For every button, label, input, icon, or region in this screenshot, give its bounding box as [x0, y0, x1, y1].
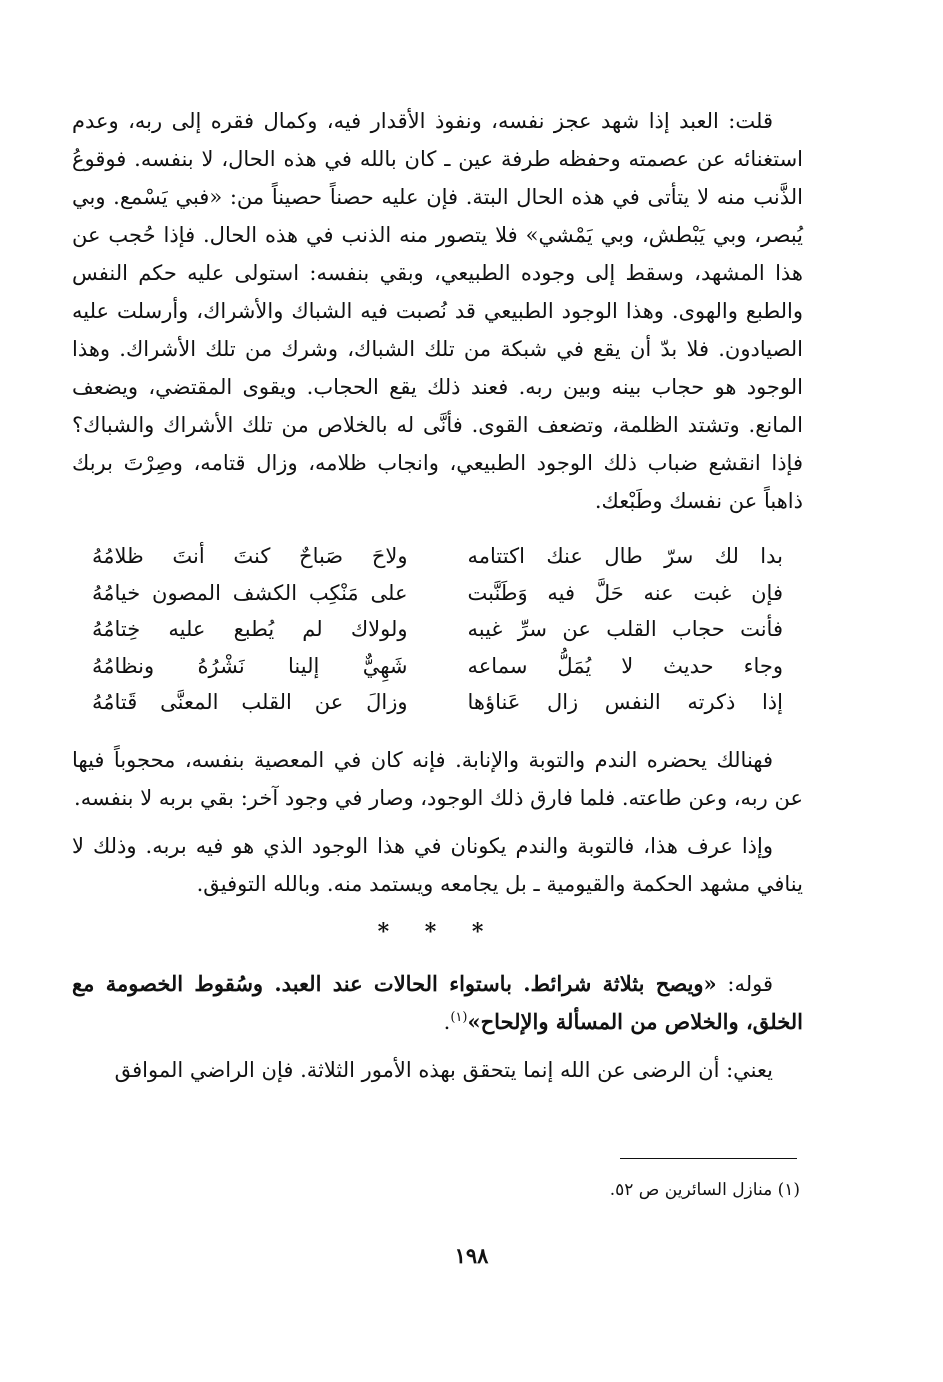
- paragraph-explanation: يعني: أن الرضى عن الله إنما يتحقق بهذه الأمور الثلاثة. فإن الراضي الموافق: [114, 1057, 773, 1082]
- footnote-divider: [620, 1158, 797, 1159]
- footnote: (١) منازل السائرين ص ٥٢.: [609, 1180, 800, 1200]
- section-separator: * * *: [377, 918, 498, 945]
- quote-end: .: [443, 1009, 451, 1034]
- poem-hemistich-1b: ولاحَ صَباحٌ كنتَ أنتَ ظلامُهُ: [92, 544, 408, 568]
- page-body: [72, 102, 803, 1089]
- page-number: ١٩٨: [454, 1243, 489, 1268]
- paragraph-intro: قلت: العبد إذا شهد عجز نفسه، ونفوذ الأقدار فيه، وكمال فقره إلى ربه، وعدم استغنائه عن عصمته وحفظه طرفة عين ـ كان بالله في هذه الحال، لا بنفسه. فوقوعُ الذَّنب منه لا يتأتى في هذه الحال البتة. فإن عليه حصناً حصيناً من: «فبي يَسْمع. وبي يُبصر، وبي يَبْطش، وبي يَمْشي» فلا يتصور منه الذنب في هذه الحال. فإذا حُجب عن هذا المشهد، وسقط إلى وجوده الطبيعي، وبقي بنفسه: استولى عليه حكم النفس والطبع والهوى. وهذا الوجود الطبيعي قد نُصبت فيه الشباك والأشراك، وأرسلت عليه الصيادون. فلا بدّ أن يقع في شبكة من تلك الشباك، وشرك من تلك الأشراك. وهذا الوجود هو حجاب بينه وبين ربه. فعند ذلك يقع الحجاب. ويقوى المقتضي، ويضعف المانع. وتشتد الظلمة، وتضعف القوى. فأنَّى له بالخلاص من تلك الأشراك والشباك؟ فإذا انقشع ضباب ذلك الوجود الطبيعي، وانجاب ظلامه، وزال قتامه، وصِرْتَ بربك ذاهباً عن نفسك وطَبْعك.: [72, 109, 803, 513]
- poem-hemistich-4a: وجاء حديث لا يُمَلُّ سماعه: [467, 653, 783, 678]
- paragraph-repentance: فهنالك يحضره الندم والتوبة والإنابة. فإنه كان في المعصية بنفسه، محجوباً فيها عن ربه، وعن طاعته. فلما فارق ذلك الوجود، وصار في وجود آخر: بقي بربه لا بنفسه.: [72, 747, 803, 810]
- quote-lead: قوله:: [716, 971, 773, 996]
- poem-hemistich-2b: على مَنْكِب الكشف المصون خيامُهُ: [92, 580, 408, 605]
- poem-hemistich-3b: ولولاك لم يُطبع عليه خِتامُهُ: [92, 617, 408, 641]
- poem-hemistich-2a: فإن غبت عنه حَلَّ فيه وَطَنَّبت: [467, 580, 783, 605]
- poem-hemistich-5b: وزالَ عن القلب المعنَّى قَتامُهُ: [92, 690, 408, 714]
- paragraph-quote: [72, 965, 803, 1041]
- poem-hemistich-3a: فأنت حجاب القلب عن سرِّ غيبه: [467, 617, 783, 641]
- poem: [92, 538, 783, 721]
- poem-hemistich-4b: شَهِيٌّ إلينا نَشْرُهُ ونظامُهُ: [92, 653, 408, 678]
- poem-hemistich-1a: بدا لك سرّ طال عنك اكتتامه: [467, 544, 783, 568]
- footnote-marker[interactable]: (١): [450, 1009, 468, 1025]
- quoted-text: «ويصح بثلاثة شرائط. باستواء الحالات عند العبد. وسُقوط الخصومة مع الخلق، والخلاص من المسألة والإلحاح»: [72, 970, 803, 1034]
- poem-hemistich-5a: إذا ذكرته النفس زال عَناؤها: [467, 690, 783, 714]
- paragraph-conclusion: وإذا عرف هذا، فالتوبة والندم يكونان في هذا الوجود الذي هو فيه بربه. وذلك لا ينافي مشهد الحكمة والقيومية ـ بل يجامعه ويستمد منه. وبالله التوفيق.: [72, 833, 803, 896]
